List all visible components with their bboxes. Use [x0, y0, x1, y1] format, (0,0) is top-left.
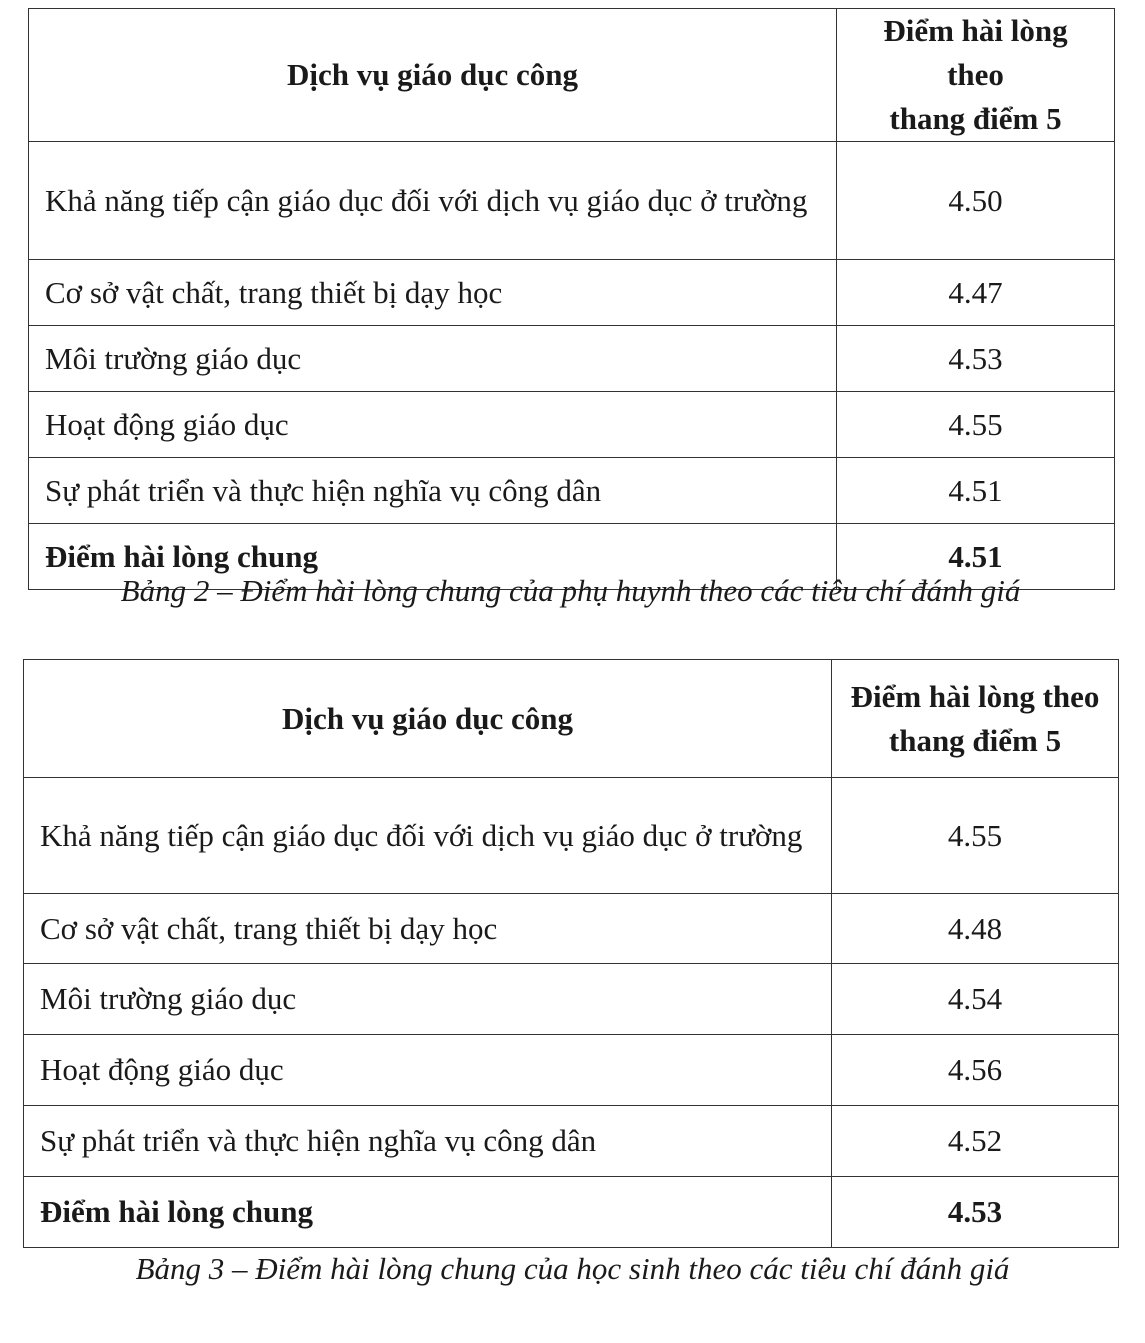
- row-value: 4.48: [832, 894, 1119, 964]
- row-label: Hoạt động giáo dục: [29, 392, 837, 458]
- table-row: [24, 778, 1119, 894]
- row-value: 4.50: [837, 142, 1115, 260]
- row-label: Cơ sở vật chất, trang thiết bị dạy học: [29, 260, 837, 326]
- header-score-line2: thang điểm 5: [888, 722, 1062, 758]
- satisfaction-table-parents: [28, 8, 1115, 590]
- row-value: 4.52: [832, 1106, 1119, 1177]
- total-label: Điểm hài lòng chung: [29, 524, 837, 590]
- row-label: Khả năng tiếp cận giáo dục đối với dịch vụ giáo dục ở trường: [29, 142, 837, 260]
- row-value: 4.56: [832, 1035, 1119, 1106]
- row-value: 4.54: [832, 964, 1119, 1035]
- row-value: 4.51: [837, 458, 1115, 524]
- total-value: 4.51: [837, 524, 1115, 590]
- header-score: [837, 9, 1115, 142]
- table-row: [24, 1035, 1119, 1106]
- caption-text: Bảng 3 – Điểm hài lòng chung của học sinh theo các tiêu chí đánh giá: [135, 1251, 1010, 1286]
- caption-text: Bảng 2 – Điểm hài lòng chung của phụ huynh theo các tiêu chí đánh giá: [120, 573, 1021, 608]
- table-row: [29, 326, 1115, 392]
- total-row: [24, 1177, 1119, 1248]
- header-score-line1: Điểm hài lòng theo: [850, 678, 1100, 714]
- row-label: Cơ sở vật chất, trang thiết bị dạy học: [24, 894, 832, 964]
- header-score-line1: Điểm hài lòng theo: [883, 13, 1068, 92]
- table-row: [29, 392, 1115, 458]
- row-label: Khả năng tiếp cận giáo dục đối với dịch vụ giáo dục ở trường: [24, 778, 832, 894]
- header-service: Dịch vụ giáo dục công: [29, 9, 837, 142]
- row-value: 4.53: [837, 326, 1115, 392]
- header-service: Dịch vụ giáo dục công: [24, 660, 832, 778]
- header-score: [832, 660, 1119, 778]
- row-label: Sự phát triển và thực hiện nghĩa vụ công dân: [29, 458, 837, 524]
- row-label: Hoạt động giáo dục: [24, 1035, 832, 1106]
- total-value: 4.53: [832, 1177, 1119, 1248]
- table-row: [24, 964, 1119, 1035]
- table-row: [29, 142, 1115, 260]
- row-value: 4.55: [832, 778, 1119, 894]
- header-score-line2: thang điểm 5: [889, 101, 1062, 136]
- row-label: Môi trường giáo dục: [24, 964, 832, 1035]
- row-label: Môi trường giáo dục: [29, 326, 837, 392]
- table-row: [29, 260, 1115, 326]
- table-header-row: [29, 9, 1115, 142]
- row-label: Sự phát triển và thực hiện nghĩa vụ công dân: [24, 1106, 832, 1177]
- table-caption-students: [0, 1251, 1145, 1287]
- table-row: [24, 894, 1119, 964]
- table-caption-parents: [0, 573, 1145, 609]
- total-label: Điểm hài lòng chung: [24, 1177, 832, 1248]
- table-row: [24, 1106, 1119, 1177]
- table-row: [29, 458, 1115, 524]
- satisfaction-table-students: [23, 659, 1119, 1248]
- row-value: 4.47: [837, 260, 1115, 326]
- table-header-row: [24, 660, 1119, 778]
- row-value: 4.55: [837, 392, 1115, 458]
